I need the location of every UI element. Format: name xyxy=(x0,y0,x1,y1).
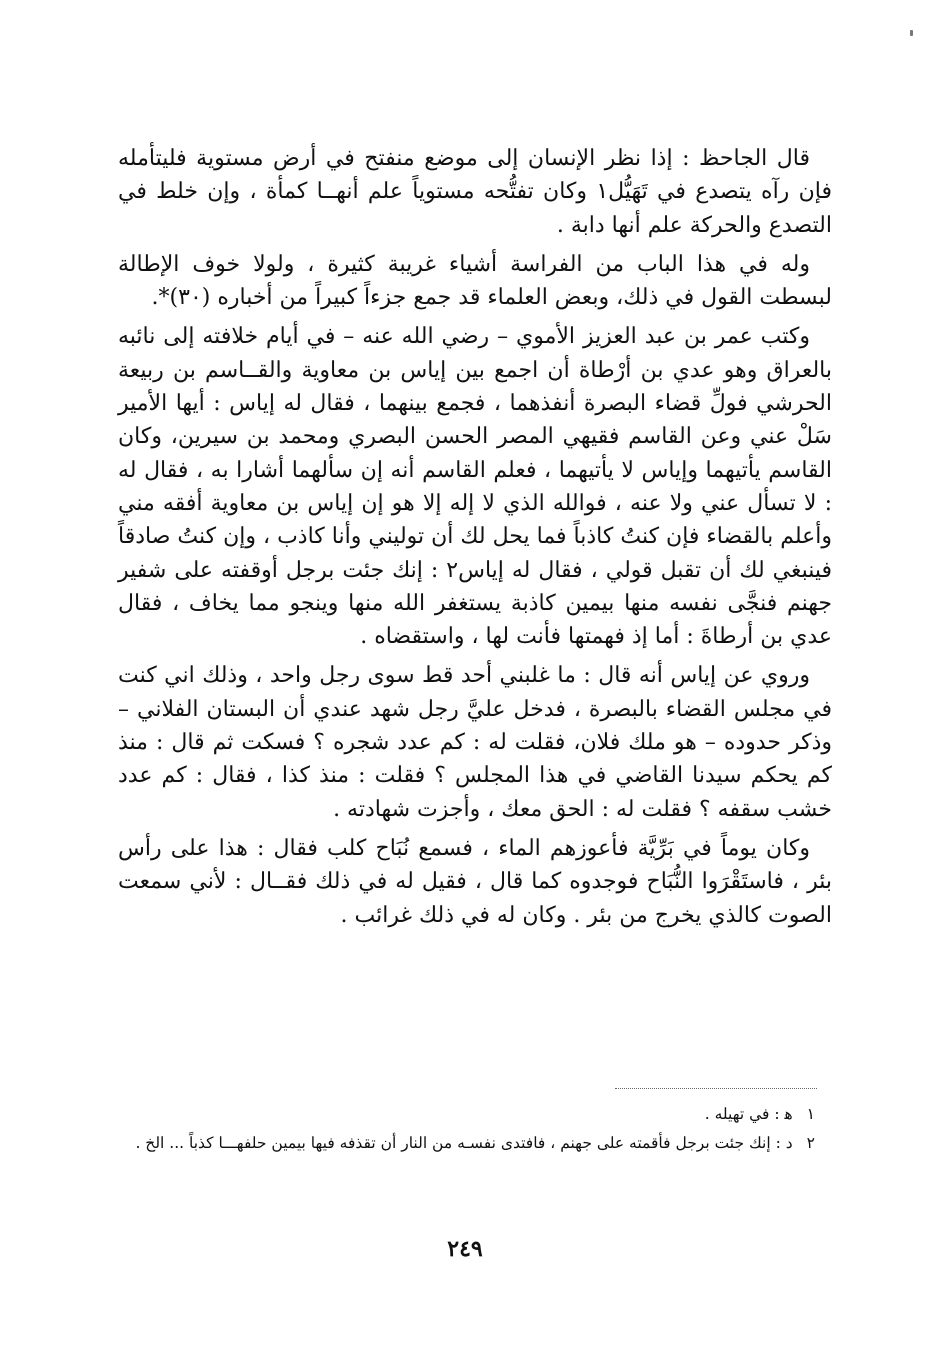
footnote-separator xyxy=(615,1088,817,1089)
footnote-text: د : إنك جئت برجل فأقمته على جهنم ، فافتدى نفسـه من النار أن تقذفه فيها بيمين حلفهـــا كذباً ... الخ . xyxy=(135,1134,793,1152)
paragraph-3: وكتب عمر بن عبد العزيز الأموي – رضي الله عنه – في أيام خلافته إلى نائبه بالعراق وهو عدي بن أرْطاة أن اجمع بين إياس بن معاوية والقــاسم بن ربيعة الحرشي فولِّ قضاء البصرة أنفذهما ، فجمع بينهما ، فقال له إياس : أيها الأمير سَلْ عني وعن القاسم فقيهي المصر الحسن البصري ومحمد بن سيرين، وكان القاسم يأتيهما وإياس لا يأتيهما ، فعلم القاسم أنه إن سألهما أشارا به ، فقال له : لا تسأل عني ولا عنه ، فوالله الذي لا إله إلا هو إن إياس بن معاوية أفقه مني وأعلم بالقضاء فإن كنتُ كاذباً فما يحل لك أن توليني وأنا كاذب ، وإن كنتُ صادقاً فينبغي لك أن تقبل قولي ، فقال له إياس٢ : إنك جئت برجل أوقفته على شفير جهنم فنجَّى نفسه منها بيمين كاذبة يستغفر الله منها وينجو مما يخاف ، فقال عدي بن أرطاةَ : أما إذ فهمتها فأنت لها ، واستقضاه . xyxy=(118,324,832,650)
footnotes xyxy=(90,1102,815,1160)
paragraph-1: قال الجاحظ : إذا نظر الإنسان إلى موضع منفتح في أرض مستوية فليتأمله فإن رآه يتصدع في تَهَيُّل١ وكان تفتُّحه مستوياً علم أنهــا كمأة ، وإن خلط في التصدع والحركة علم أنها دابة . xyxy=(118,146,832,238)
footnote-2 xyxy=(90,1131,815,1156)
main-text xyxy=(118,142,832,938)
scan-speck xyxy=(910,30,913,36)
paragraph-2: وله في هذا الباب من الفراسة أشياء غريبة كثيرة ، ولولا خوف الإطالة لبسطت القول في ذلك، وبعض العلماء قد جمع جزءاً كبيراً من أخباره (٣٠)*. xyxy=(118,251,832,311)
footnote-1 xyxy=(90,1102,815,1127)
footnote-number: ٢ xyxy=(806,1134,815,1152)
footnote-text: ﻫ : في تهيله . xyxy=(704,1105,793,1123)
page-number: ٢٤٩ xyxy=(447,1236,483,1262)
footnote-number: ١ xyxy=(806,1105,815,1123)
paragraph-4: وروي عن إياس أنه قال : ما غلبني أحد قط سوى رجل واحد ، وذلك اني كنت في مجلس القضاء بالبصرة ، فدخل عليَّ رجل شهد عندي أن البستان الفلاني – وذكر حدوده – هو ملك فلان، فقلت له : كم عدد شجره ؟ فسكت ثم قال : منذ كم يحكم سيدنا القاضي في هذا المجلس ؟ فقلت : منذ كذا ، فقال : كم عدد خشب سقفه ؟ فقلت له : الحق معك ، وأجزت شهادته . xyxy=(118,663,832,822)
paragraph-5: وكان يوماً في بَرِّيَّة فأعوزهم الماء ، فسمع نُبَاح كلب فقال : هذا على رأس بئر ، فاستَقْرَوا النُّبَاح فوجدوه كما قال ، فقيل له في ذلك فقــال : لأني سمعت الصوت كالذي يخرج من بئر . وكان له في ذلك غرائب . xyxy=(118,835,832,928)
